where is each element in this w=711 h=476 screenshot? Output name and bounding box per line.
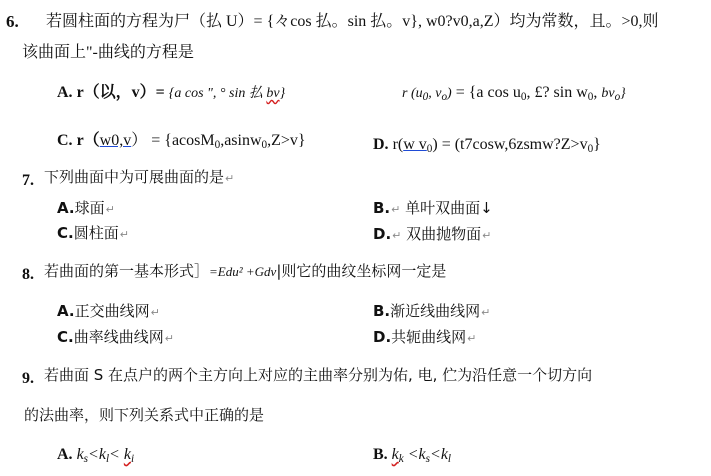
q6-option-c-main: ） = {acosM	[131, 132, 215, 149]
q6-option-d[interactable]	[373, 137, 601, 155]
q7-number: 7.	[22, 172, 34, 189]
q6-option-a-main: r（以，v）=	[72, 84, 169, 101]
q6-option-c-underlined: w0,v	[99, 132, 132, 149]
q8-stem	[44, 264, 446, 279]
q6-option-a-wavy: bv	[266, 86, 280, 101]
q7-option-d-label: D.	[373, 225, 392, 243]
q8-option-c-text: 曲率线曲线网	[73, 328, 164, 346]
q9-stem-line1	[44, 368, 592, 383]
q6-option-d-sub2: 0	[587, 142, 594, 155]
q6-option-b-italic2: , v	[428, 86, 442, 101]
q9-option-a-sub2: l	[105, 452, 110, 465]
q6-option-d-end: }	[593, 136, 601, 153]
q6-stem-line2	[22, 45, 194, 61]
q9-option-b-sub2: s	[425, 452, 431, 465]
q7-option-d-text: 双曲抛物面	[401, 225, 482, 243]
q9-option-b-wavy: k	[391, 446, 399, 463]
q6-option-a-italic: {a cos ", ° sin 払	[168, 86, 267, 101]
paragraph-mark-icon: ↵	[467, 332, 477, 345]
q7-option-c[interactable]	[57, 226, 129, 241]
q8-option-b-text: 渐近线曲线网	[390, 302, 481, 320]
q6-option-c-main3: ,Z>v}	[267, 132, 306, 149]
q7-option-b[interactable]	[373, 201, 493, 216]
q6-option-b-main3: ,	[593, 84, 602, 101]
q6-option-b-end: }	[620, 86, 626, 101]
q6-option-b[interactable]	[402, 85, 626, 103]
q9-option-a-mid: <k	[88, 446, 106, 463]
q8-option-a-label: A.	[57, 302, 75, 320]
q9-option-b[interactable]	[373, 447, 451, 465]
paragraph-mark-icon: ↵	[391, 203, 401, 216]
q7-option-a-label: A.	[57, 199, 75, 217]
q6-option-b-sub2: o	[441, 90, 448, 103]
q6-option-c-main2: ,asinw	[220, 132, 262, 149]
q9-stem-line1-text: 若曲面 S 在点户的两个主方向上对应的主曲率分别为佑, 电, 伫为沿任意一个切方向	[44, 366, 593, 384]
q7-option-c-text: 圆柱面	[73, 224, 119, 242]
q6-option-d-underlined: w v	[403, 136, 427, 153]
q8-option-d-label: D.	[373, 328, 392, 346]
q7-option-d[interactable]	[373, 227, 491, 242]
q7-stem	[44, 170, 234, 185]
q8-option-a[interactable]	[57, 304, 160, 319]
q6-option-b-sub4: 0	[587, 90, 594, 103]
q7-option-b-text: 单叶双曲面↓	[400, 199, 493, 217]
q9-option-b-sub1: k	[398, 452, 404, 465]
q6-option-b-main: = {a cos u	[451, 84, 521, 101]
q6-option-d-main: ) = (t7cosw,6zsmw?Z>v	[432, 136, 588, 153]
q9-option-b-mid: <k	[403, 446, 426, 463]
q6-option-b-italic: r (u	[402, 86, 423, 101]
q6-option-c[interactable]	[57, 133, 306, 151]
paragraph-mark-icon: ↵	[225, 172, 235, 185]
q8-option-d-text: 共轭曲线网	[391, 328, 467, 346]
q8-option-b[interactable]	[373, 304, 490, 319]
q8-number: 8.	[22, 266, 34, 283]
q8-stem-post: |则它的曲纹坐标网一定是	[276, 262, 447, 280]
q6-option-c-sub2: 0	[261, 138, 268, 151]
q9-option-a-sub3: i	[130, 452, 135, 465]
q9-option-a[interactable]	[57, 447, 134, 465]
q6-option-b-sub1: 0	[422, 90, 429, 103]
q8-option-d[interactable]	[373, 330, 476, 345]
q9-option-b-label: B.	[373, 446, 388, 463]
q9-option-b-sub3: l	[447, 452, 452, 465]
q6-option-b-sub3: 0	[520, 90, 527, 103]
q9-stem-line2	[24, 408, 264, 423]
q6-option-b-italic4: bv	[601, 86, 615, 101]
q8-option-c[interactable]	[57, 330, 174, 345]
paragraph-mark-icon: ↵	[481, 306, 491, 319]
paragraph-mark-icon: ↵	[150, 306, 160, 319]
paragraph-mark-icon: ↵	[164, 332, 174, 345]
q7-stem-text: 下列曲面中为可展曲面的是	[44, 168, 225, 186]
q8-stem-italic: =Edu² +Gdv	[209, 264, 277, 279]
q7-option-b-label: B.	[373, 199, 391, 217]
q6-option-d-label: D.	[373, 136, 389, 153]
q6-number: 6.	[6, 12, 19, 31]
q9-option-a-sub1: s	[83, 452, 89, 465]
q6-option-b-italic3: )	[447, 86, 452, 101]
q6-option-c-label: C.	[57, 132, 73, 149]
q8-option-b-label: B.	[373, 302, 391, 320]
q6-option-a-end: }	[279, 86, 286, 101]
q6-option-a[interactable]	[57, 85, 285, 101]
q9-option-b-mid2: <k	[430, 446, 448, 463]
paragraph-mark-icon: ↵	[392, 229, 402, 242]
q6-option-c-sub1: 0	[214, 138, 221, 151]
q6-stem-line2-text: 该曲面上"-曲线的方程是	[22, 44, 194, 61]
paragraph-mark-icon: ↵	[119, 228, 129, 241]
q9-option-a-mid2: <	[109, 446, 124, 463]
q9-option-a-wavy: k	[123, 446, 131, 463]
q6-option-a-label: A.	[57, 84, 73, 101]
q7-option-c-label: C.	[57, 224, 74, 242]
q9-stem-line2-text: 的法曲率，则下列关系式中正确的是	[24, 406, 265, 424]
q7-option-a-text: 球面	[74, 199, 105, 217]
q6-option-b-main2: , £? sin w	[526, 84, 588, 101]
q9-number: 9.	[22, 370, 34, 387]
q6-option-c-pre: r（	[72, 132, 100, 149]
paragraph-mark-icon: ↵	[482, 229, 492, 242]
q8-stem-pre: 若曲面的第一基本形式］	[44, 262, 210, 280]
q9-option-a-k: k	[76, 446, 84, 463]
q8-option-a-text: 正交曲线网	[74, 302, 150, 320]
q6-stem-line1-text: 若圆柱面的方程为尸（払 U）= {々cos 払。sin 払。v}, w0?v0,a,Z）均为常数，且。>0,则	[46, 13, 659, 30]
q6-option-d-pre: r(	[388, 136, 404, 153]
q7-option-a[interactable]	[57, 201, 115, 216]
q6-option-b-sub5: o	[614, 90, 621, 103]
q8-option-c-label: C.	[57, 328, 74, 346]
paragraph-mark-icon: ↵	[105, 203, 115, 216]
q6-option-d-sub: 0	[426, 142, 433, 155]
q9-option-a-label: A.	[57, 446, 73, 463]
q6-stem-line1	[46, 14, 659, 30]
